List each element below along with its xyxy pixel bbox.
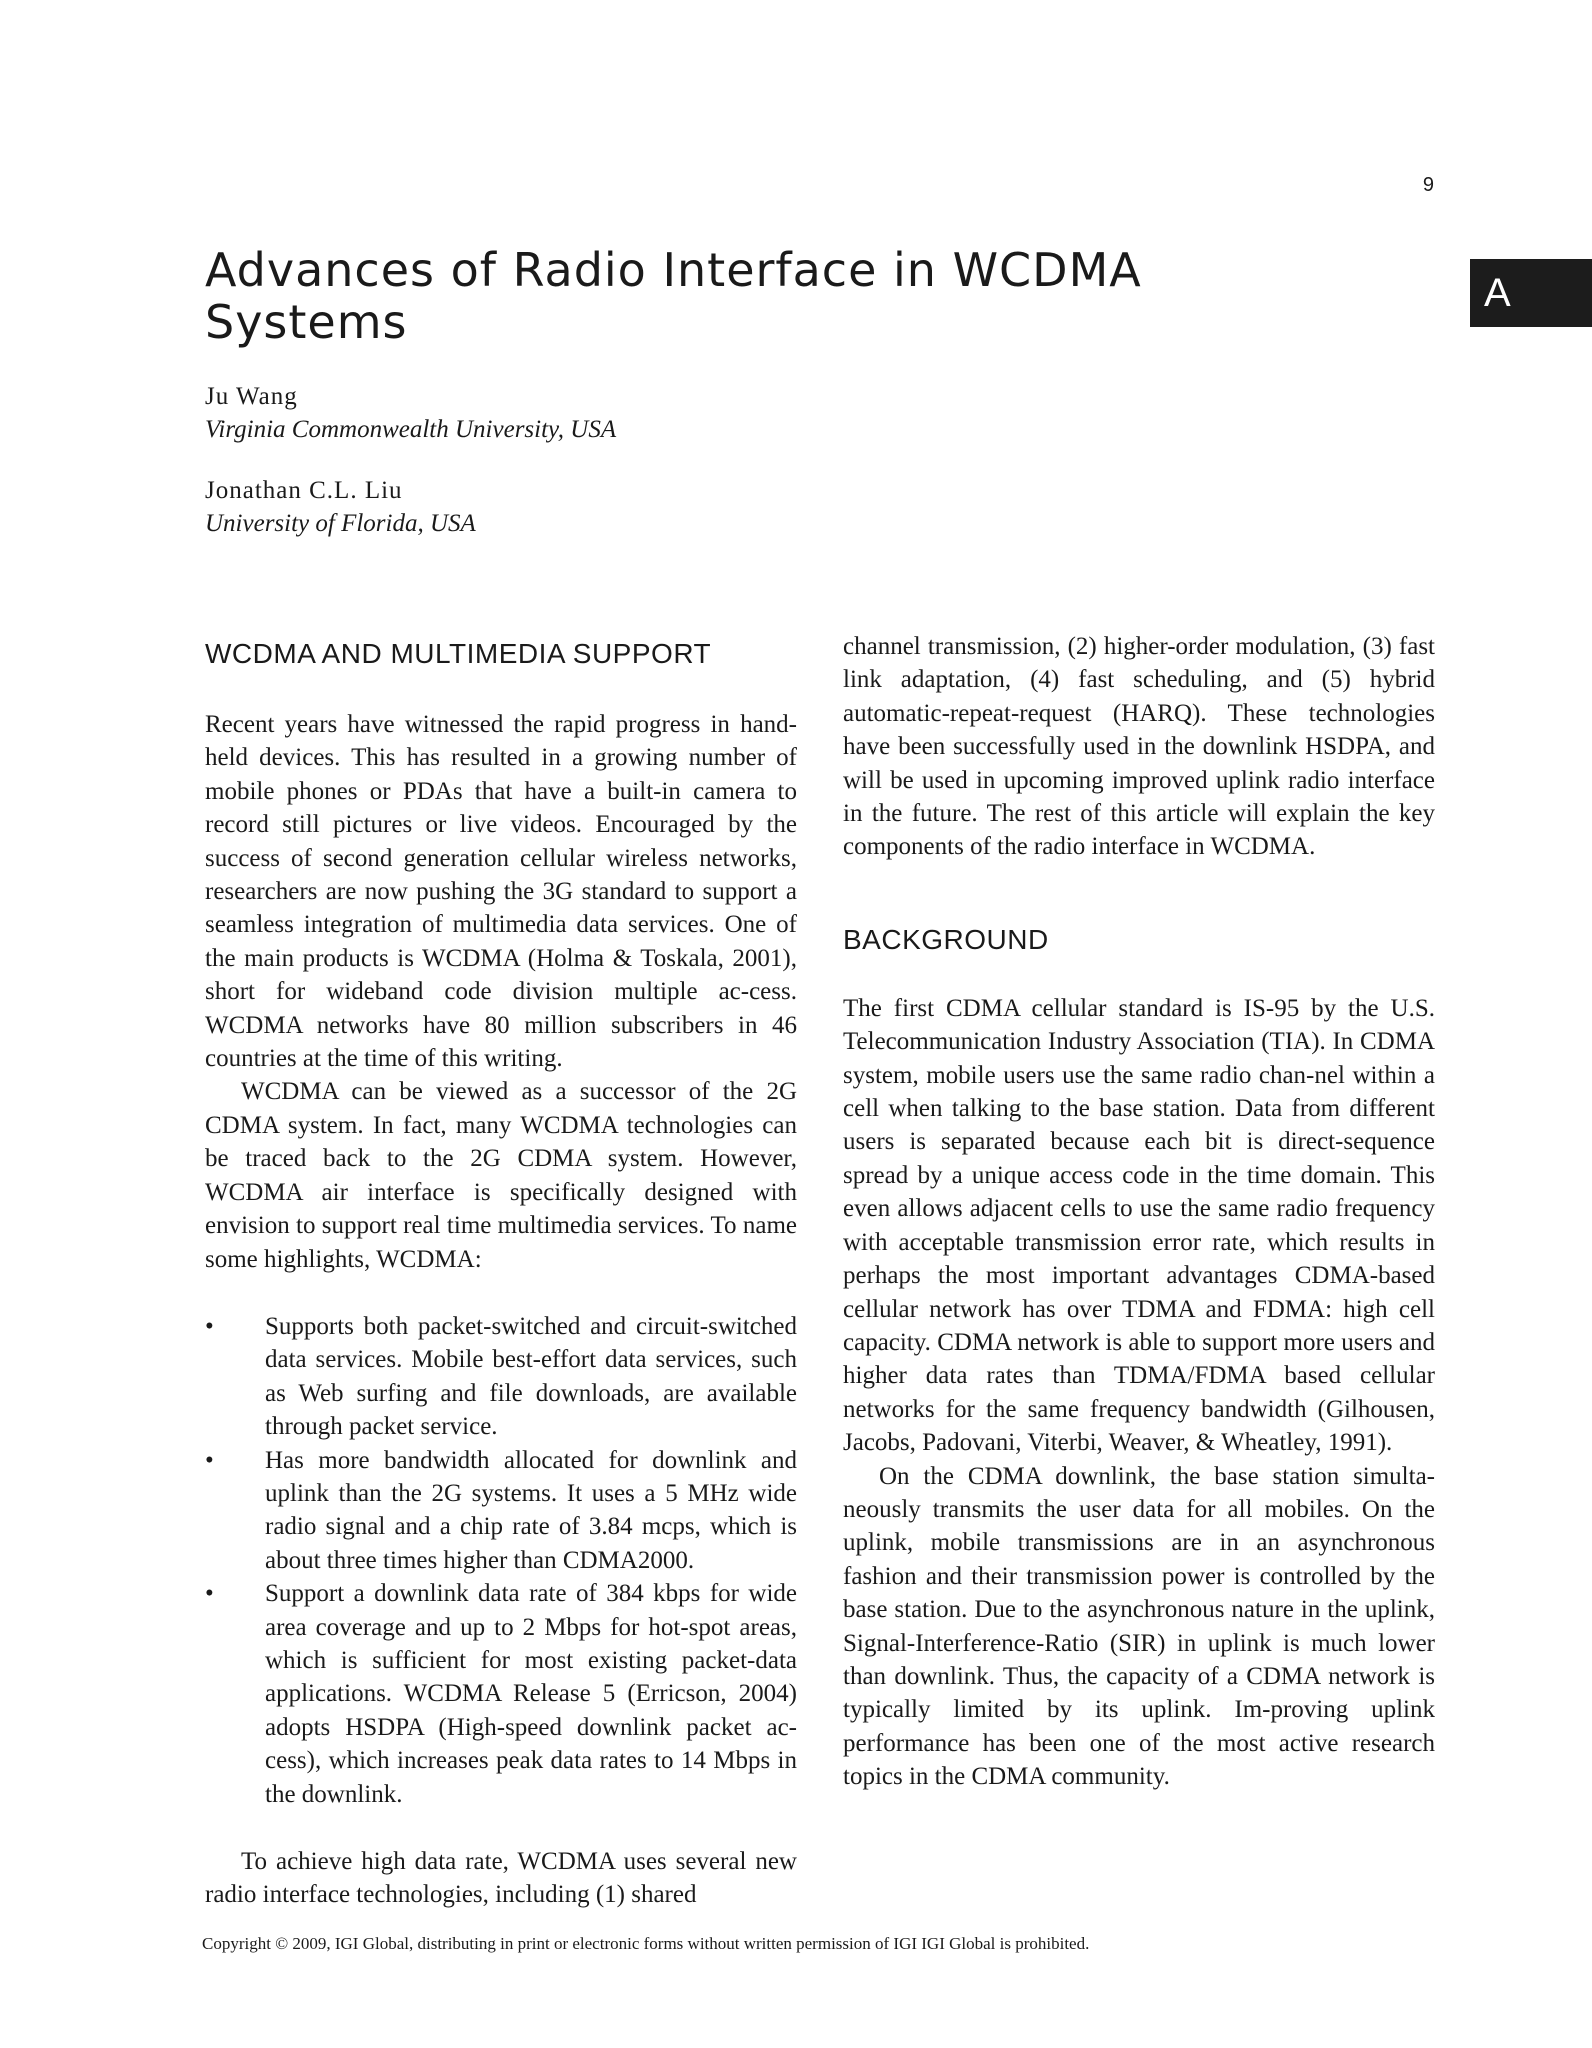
bullet-icon: • [205, 1446, 214, 1474]
author-name: Ju Wang [205, 383, 298, 410]
author-name: Jonathan C.L. Liu [205, 477, 403, 504]
section-tab: A [1470, 259, 1592, 327]
bullet-icon: • [205, 1312, 214, 1340]
bullet-icon: • [205, 1580, 214, 1608]
list-item [205, 1444, 797, 1578]
list-item [205, 1577, 797, 1811]
paragraph: To achieve high data rate, WCDMA uses several new radio interface technologies, including (1) shared [205, 1848, 797, 1909]
author-affiliation: University of Florida, USA [205, 510, 476, 537]
paragraph: On the CDMA downlink, the base station simulta-neously transmits the user data for all mobiles. On the uplink, mobile transmissions are in an asynchronous fashion and their transmission power is controlled by the base station. Due to the asynchronous nature in the uplink, Signal-Interference-Ratio (SIR) in uplink is much lower than downlink. Thus, the capacity of a CDMA network is typically limited by its uplink. Im-proving uplink performance has been one of the most active research topics in the CDMA community. [843, 1462, 1435, 1791]
author-affiliation: Virginia Commonwealth University, USA [205, 416, 617, 443]
copyright-footer: Copyright © 2009, IGI Global, distributing in print or electronic forms without written permission of IGI IGI Global is prohibited. [202, 1934, 1090, 1953]
paragraph: Recent years have witnessed the rapid progress in hand-held devices. This has resulted in a growing number of mobile phones or PDAs that have a built-in camera to record still pictures or live videos. Encouraged by the success of second generation cellular wireless networks, researchers are now pushing the 3G standard to support a seamless integration of multimedia data services. One of the main products is WCDMA (Holma & Toskala, 2001), short for wideband code division multiple ac-cess. WCDMA networks have 80 million subscribers in 46 countries at the time of this writing. [205, 711, 797, 1073]
page-number: 9 [1422, 174, 1434, 196]
list-item-text: Has more bandwidth allocated for downlink and uplink than the 2G systems. It uses a 5 MHz wide radio signal and a chip rate of 3.84 mcps, which is about three times higher than CDMA2000. [265, 1446, 797, 1574]
section-heading: WCDMA AND MULTIMEDIA SUPPORT [205, 638, 712, 669]
right-column [843, 630, 1435, 1794]
paragraph: WCDMA can be viewed as a successor of the 2G CDMA system. In fact, many WCDMA technologies can be traced back to the 2G CDMA system. However, WCDMA air interface is specifically designed with envision to support real time multimedia services. To name some highlights, WCDMA: [205, 1078, 797, 1273]
left-column [205, 630, 797, 1912]
list-item-text: Supports both packet-switched and circuit-switched data services. Mobile best-effort data services, such as Web surfing and file downloads, are available through packet service. [265, 1312, 797, 1441]
author [205, 380, 905, 446]
paragraph: The first CDMA cellular standard is IS-95 by the U.S. Telecommunication Industry Association (TIA). In CDMA system, mobile users use the same radio chan-nel within a cell when talking to the base station. Data from different users is separated because each bit is direct-sequence spread by a unique access code in the time domain. This even allows adjacent cells to use the same radio frequency with acceptable transmission error rate, which results in perhaps the most important advantages CDMA-based cellular network has over TDMA and FDMA: high cell capacity. CDMA network is able to support more users and higher data rates than TDMA/FDMA based cellular networks for the same frequency bandwidth (Gilhousen, Jacobs, Padovani, Viterbi, Weaver, & Wheatley, 1991). [843, 994, 1435, 1457]
author [205, 474, 905, 540]
section-heading: BACKGROUND [843, 923, 1049, 955]
paragraph: channel transmission, (2) higher-order modulation, (3) fast link adaptation, (4) fast scheduling, and (5) hybrid automatic-repeat-request (HARQ). These technologies have been successfully used in the downlink HSDPA, and will be used in upcoming improved uplink radio interface in the future. The rest of this article will explain the key components of the radio interface in WCDMA. [843, 633, 1435, 861]
article-title: Advances of Radio Interface in WCDMA Systems [205, 243, 1142, 349]
author-list [205, 380, 905, 568]
list-item-text: Support a downlink data rate of 384 kbps for wide area coverage and up to 2 Mbps for hot-spot areas, which is sufficient for most existing packet-data applications. WCDMA Release 5 (Erricson, 2004) adopts HSDPA (High-speed downlink packet ac-cess), which increases peak data rates to 14 Mbps in the downlink. [265, 1580, 797, 1808]
bullet-list [205, 1310, 797, 1811]
list-item [205, 1310, 797, 1444]
